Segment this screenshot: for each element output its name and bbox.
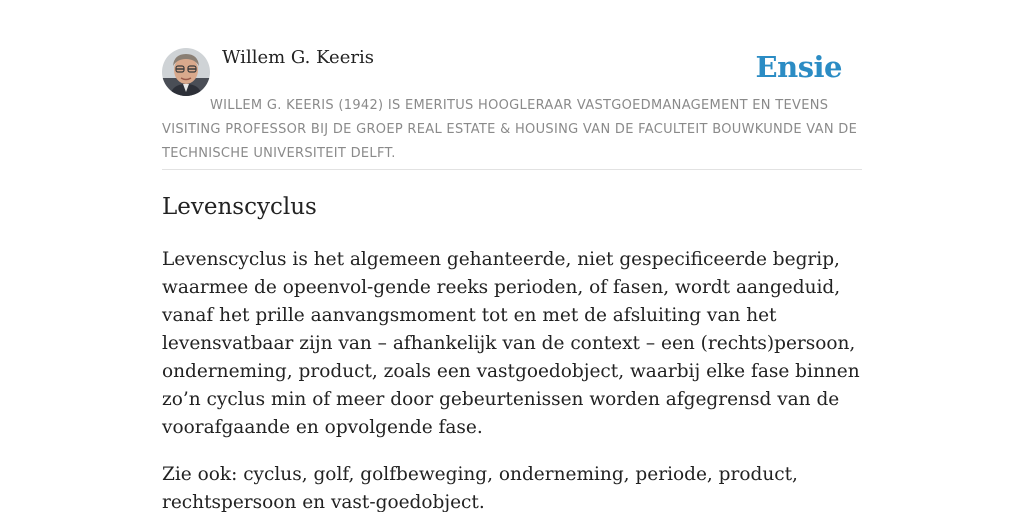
article-paragraph: Levenscyclus is het algemeen gehanteerde, niet gespecificeerde begrip, waarmee de opeenvol-gende reeks perioden, of fasen, wordt aangeduid, vanaf het prille aanvangsmoment tot en met de afsluiting van het levensvatbaar zijn van – afhankelijk van de context – een (rechts)persoon, onderneming, product, zoals een vastgoedobject, waarbij elke fase binnen zo’n cyclus min of meer door gebeurtenissen worden afgegrensd van de voorafgaande en opvolgende fase.: [162, 249, 860, 438]
header-divider: [162, 169, 862, 170]
author-photo: [162, 48, 210, 96]
author-header: [162, 44, 862, 94]
author-avatar: [162, 48, 210, 96]
author-name[interactable]: Willem G. Keeris: [222, 47, 374, 68]
author-bio: WILLEM G. KEERIS (1942) IS EMERITUS HOOGLERAAR VASTGOEDMANAGEMENT EN TEVENS VISITING PROFESSOR BIJ DE GROEP REAL ESTATE & HOUSING VAN DE FACULTEIT BOUWKUNDE VAN DE TECHNISCHE UNIVERSITEIT DELFT.: [162, 98, 858, 161]
see-also-paragraph: Zie ook: cyclus, golf, golfbeweging, onderneming, periode, product, rechtspersoon en vast-goedobject.: [162, 464, 798, 512]
article-title: Levenscyclus: [162, 194, 317, 220]
ensie-logo[interactable]: Ensie: [755, 50, 842, 84]
article-card: [162, 44, 862, 512]
